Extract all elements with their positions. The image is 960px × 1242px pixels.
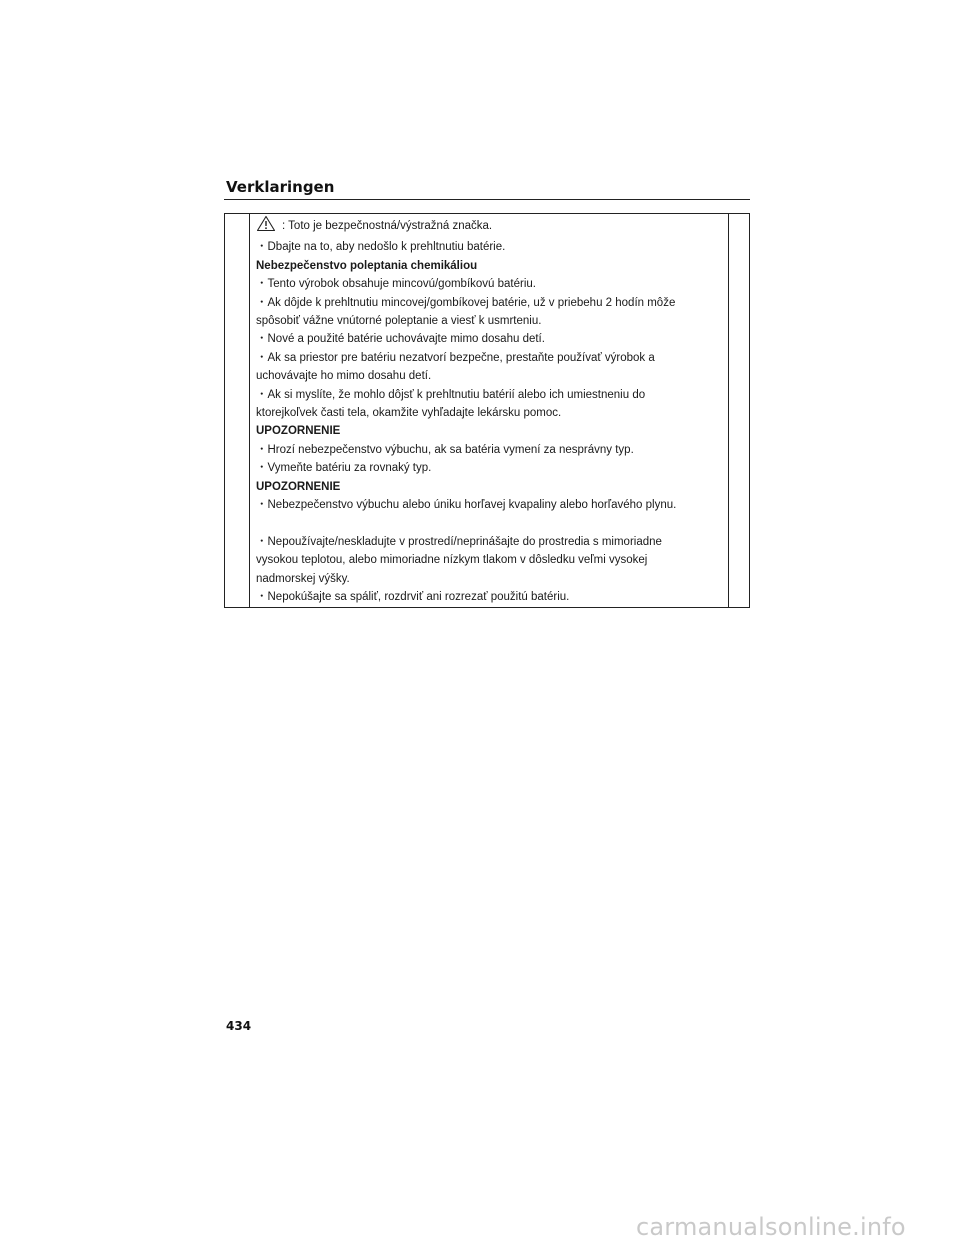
- notice-line: ・Nebezpečenstvo výbuchu alebo úniku horľavej kvapaliny alebo horľavého plynu.: [256, 499, 677, 512]
- page-number: 434: [226, 1019, 252, 1033]
- notice-lines: [256, 238, 722, 606]
- warning-triangle-icon: [256, 215, 276, 238]
- warning-content: [256, 215, 722, 607]
- notice-line: ・Hrozí nebezpečenstvo výbuchu, ak sa batéria vymení za nesprávny typ.: [256, 443, 634, 456]
- symbol-description: : Toto je bezpečnostná/výstražná značka.: [282, 220, 493, 232]
- notice-heading: UPOZORNENIE: [256, 425, 341, 438]
- notice-line: ・Nové a použité batérie uchovávajte mimo dosahu detí.: [256, 333, 545, 346]
- notice-line: ・Dbajte na to, aby nedošlo k prehltnutiu batérie.: [256, 241, 506, 254]
- notice-line: ・Ak si myslíte, že mohlo dôjsť k prehltnutiu batérií alebo ich umiestneniu do: [256, 388, 646, 401]
- notice-line: ・Ak sa priestor pre batériu nezatvorí bezpečne, prestaňte používať výrobok a: [256, 351, 655, 364]
- notice-line: nadmorskej výšky.: [256, 572, 350, 585]
- box-right-column-rule: [728, 214, 729, 607]
- symbol-line: [256, 215, 722, 238]
- notice-line: ktorejkoľvek časti tela, okamžite vyhľadajte lekársku pomoc.: [256, 407, 562, 420]
- notice-line: ・Tento výrobok obsahuje mincovú/gombíkovú batériu.: [256, 278, 536, 291]
- title-divider: [224, 199, 750, 200]
- box-left-column-rule: [249, 214, 250, 607]
- notice-line: spôsobiť vážne vnútorné poleptanie a viesť k usmrteniu.: [256, 315, 542, 328]
- notice-line: vysokou teplotou, alebo mimoriadne nízkym tlakom v dôsledku veľmi vysokej: [256, 554, 648, 567]
- blank-line: [256, 515, 722, 533]
- notice-line: uchovávajte ho mimo dosahu detí.: [256, 370, 432, 383]
- watermark: carmanualsonline.info: [636, 1213, 906, 1241]
- notice-line: ・Vymeňte batériu za rovnaký typ.: [256, 462, 432, 475]
- notice-line: ・Ak dôjde k prehltnutiu mincovej/gombíkovej batérie, už v priebehu 2 hodín môže: [256, 296, 676, 309]
- notice-heading: UPOZORNENIE: [256, 480, 341, 493]
- notice-heading: Nebezpečenstvo poleptania chemikáliou: [256, 259, 478, 272]
- section-title: Verklaringen: [226, 178, 335, 196]
- notice-line: ・Nepoužívajte/neskladujte v prostredí/neprinášajte do prostredia s mimoriadne: [256, 535, 662, 548]
- notice-line: ・Nepokúšajte sa spáliť, rozdrviť ani rozrezať použitú batériu.: [256, 591, 570, 604]
